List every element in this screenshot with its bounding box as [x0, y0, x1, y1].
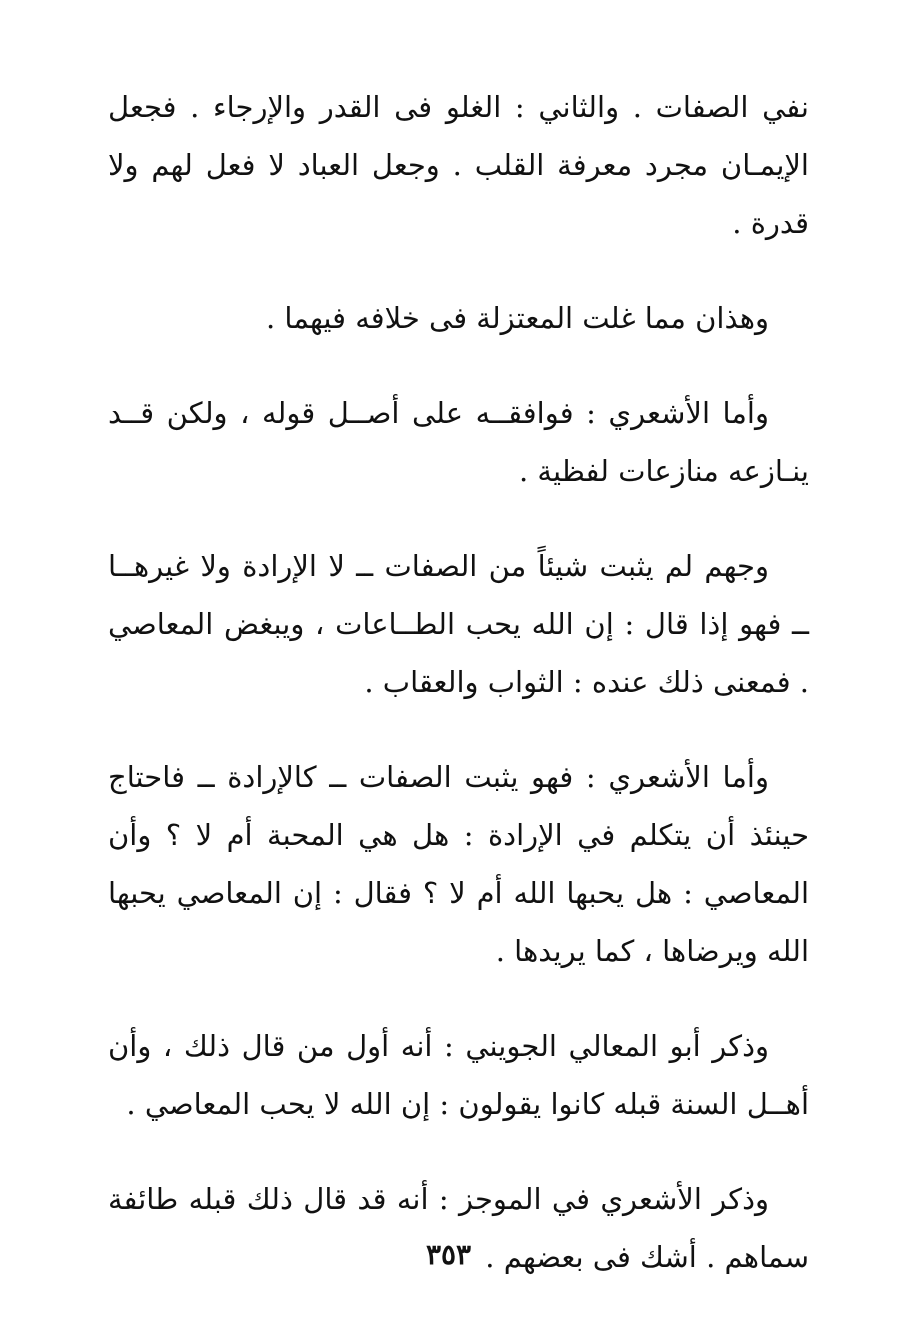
paragraph-1: نفي الصفات . والثاني : الغلو فى القدر والإرجاء . فجعل الإيمـان مجرد معرفة القلب . وجعل العباد لا فعل لهم ولا قدرة .: [108, 90, 809, 240]
paragraph-6: وذكر أبو المعالي الجويني : أنه أول من قال ذلك ، وأن أهــل السنة قبله كانوا يقولون : إن الله لا يحب المعاصي .: [108, 1029, 809, 1121]
paragraph-4: وجهم لم يثبت شيئاً من الصفات ــ لا الإرادة ولا غيرهــا ــ فهو إذا قال : إن الله يحب الطــاعات ، ويبغض المعاصي . فمعنى ذلك عنده : الثواب والعقاب .: [108, 549, 809, 699]
paragraph-7: وذكر الأشعري في الموجز : أنه قد قال ذلك قبله طائفة سماهم . أشك فى بعضهم .: [108, 1182, 809, 1274]
paragraph-3: وأما الأشعري : فوافقــه على أصــل قوله ، ولكن قــد ينـازعه منازعات لفظية .: [108, 396, 809, 488]
page-number: ٣٥٣: [425, 1238, 472, 1271]
paragraph-5: وأما الأشعري : فهو يثبت الصفات ــ كالإرادة ــ فاحتاج حينئذ أن يتكلم في الإرادة : هل هي المحبة أم لا ؟ وأن المعاصي : هل يحبها الله أم لا ؟ فقال : إن المعاصي يحبها الله ويرضاها ، كما يريدها .: [108, 760, 809, 968]
paragraph-2: وهذان مما غلت المعتزلة فى خلافه فيهما .: [265, 301, 769, 335]
